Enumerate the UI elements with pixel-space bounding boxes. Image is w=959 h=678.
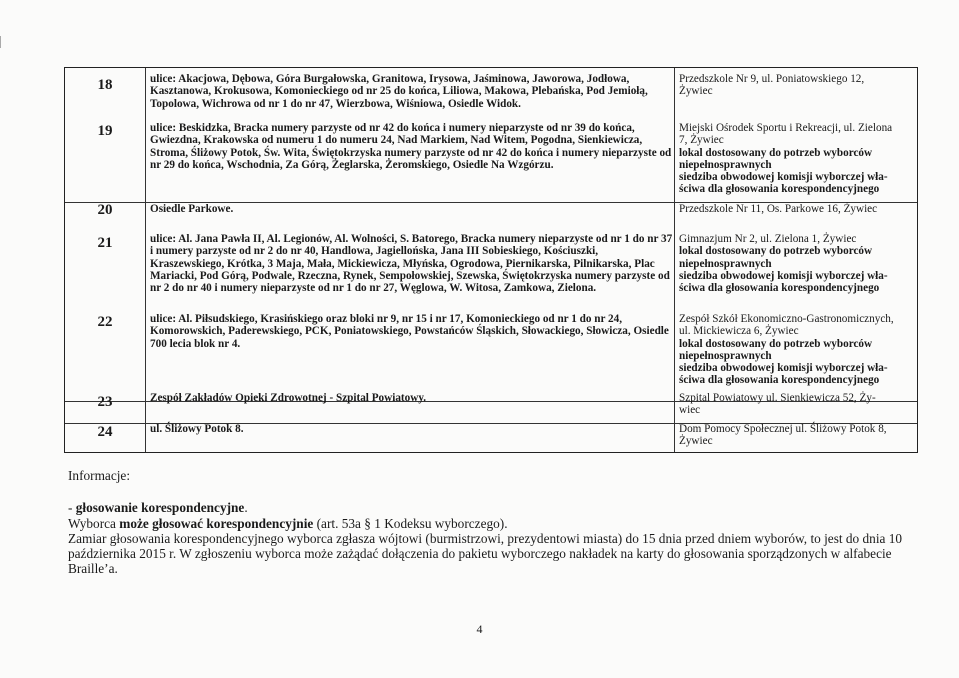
rule-prefix: Wyborca bbox=[68, 515, 120, 531]
polling-place-line: Żywiec bbox=[679, 85, 713, 98]
polling-place-line: wiec bbox=[679, 404, 701, 417]
postal-voting-details: Zamiar głosowania korespondencyjnego wyborca zgłasza wójtowi (burmistrzowi, prezydentowi miasta) do 15 dnia przed dniem wyborów, to jest do dnia 10 października 2015 r. W zgłoszeniu wyborca może zażądać dołączenia do pakietu wyborczego nakładek na karty do głosowania sporządzonych w alfabecie Braille’a. bbox=[68, 530, 903, 577]
polling-place-line: Zespół Szkół Ekonomiczno-Gastronomicznych, bbox=[679, 313, 894, 325]
accessibility-note: lokal dostosowany do potrzeb wyborców bbox=[679, 337, 873, 350]
accessibility-note: lokal dostosowany do potrzeb wyborców bbox=[679, 146, 873, 159]
polling-place-line: ul. Mickiewicza 6, Żywiec bbox=[679, 325, 799, 338]
accessibility-note: niepełnosprawnych bbox=[679, 257, 772, 270]
information-heading: Informacje: bbox=[68, 468, 131, 483]
district-streets: ulice: Al. Jana Pawła II, Al. Legionów, Al. Wolności, S. Batorego, Bracka numery nieparzyste od nr 1 do nr 37 i numery parzyste od nr 2 do nr 40, Handlowa, Jagiellońska, Jana III Sobieskiego, Kościuszki, Kraszewskiego, Krótka, 3 Maja, Mała, Mickiewicza, Młyńska, Ogrodowa, Piernikarska, Pilnikarska, Plac Mariacki, Pod Górą, Podwale, Rzeczna, Rynek, Sempołowskiej, Szewska, Świętokrzyska numery parzyste od nr 2 do nr 40 i numery nieparzyste od nr 1 do nr 27, Węglowa, W. Witosa, Zamkowa, Zielona. bbox=[150, 233, 673, 295]
district-streets: ul. Śliżowy Potok 8. bbox=[150, 423, 244, 435]
polling-place bbox=[679, 122, 911, 196]
polling-place bbox=[679, 423, 911, 448]
rule-citation: (art. 53a § 1 Kodeksu wyborczego). bbox=[313, 515, 508, 531]
polling-place bbox=[679, 73, 911, 98]
polling-place-line: Żywiec bbox=[679, 435, 713, 448]
polling-place-line: Miejski Ośrodek Sportu i Rekreacji, ul. Zielona bbox=[679, 122, 893, 134]
scan-margin-mark bbox=[0, 36, 1, 48]
district-number: 18 bbox=[97, 77, 113, 93]
rule-emphasis: może głosować korespondencyjnie bbox=[119, 515, 314, 531]
polling-place-line: 7, Żywiec bbox=[679, 134, 724, 147]
postal-voting-item bbox=[68, 500, 908, 515]
district-number: 24 bbox=[97, 424, 113, 440]
district-streets: ulice: Beskidzka, Bracka numery parzyste od nr 42 do końca i numery nieparzyste od nr 39 do końca, Gwiezdna, Krakowska od numeru 1 do numeru 24, Nad Markiem, Nad Witem, Pogodna, Sienkiewicza, Stroma, Śliżowy Potok, Św. Wita, Świętokrzyska numery parzyste od nr 42 do końca i numery nieparzyste od nr 29 do końca, Wschodnia, Za Górą, Żeglarska, Żeromskiego, Osiedle Na Wzgórzu. bbox=[150, 122, 672, 171]
page-number: 4 bbox=[476, 622, 483, 636]
polling-place-line: Szpital Powiatowy ul. Sienkiewicza 52, Ży- bbox=[679, 392, 876, 404]
polling-place bbox=[679, 233, 911, 294]
polling-place-line: Gimnazjum Nr 2, ul. Zielona 1, Żywiec bbox=[679, 233, 857, 245]
commission-note: siedziba obwodowej komisji wyborczej wła- bbox=[679, 269, 888, 282]
district-streets: Osiedle Parkowe. bbox=[150, 203, 234, 215]
polling-place bbox=[679, 313, 911, 387]
commission-note: ściwa dla głosowania korespondencyjnego bbox=[679, 183, 880, 196]
polling-place-line: Dom Pomocy Społecznej ul. Śliżowy Potok 8, bbox=[679, 423, 887, 435]
accessibility-note: lokal dostosowany do potrzeb wyborców bbox=[679, 245, 873, 258]
polling-place bbox=[679, 392, 911, 417]
polling-districts-table bbox=[64, 67, 918, 453]
district-number: 19 bbox=[97, 123, 113, 139]
accessibility-note: niepełnosprawnych bbox=[679, 349, 772, 362]
commission-note: siedziba obwodowej komisji wyborczej wła- bbox=[679, 362, 888, 375]
district-streets: ulice: Akacjowa, Dębowa, Góra Burgałowska, Granitowa, Irysowa, Jaśminowa, Jaworowa, Jodłowa, Kasztanowa, Krokusowa, Komonieckiego od nr 25 do końca, Liliowa, Makowa, Plebańska, Pod Jemiołą, Topolowa, Wichrowa od nr 1 do nr 47, Wierzbowa, Wiśniowa, Osiedle Widok. bbox=[150, 73, 648, 110]
district-number: 22 bbox=[97, 314, 113, 330]
polling-place-line: Przedszkole Nr 11, Os. Parkowe 16, Żywiec bbox=[679, 203, 878, 215]
accessibility-note: niepełnosprawnych bbox=[679, 158, 772, 171]
district-number: 20 bbox=[97, 202, 113, 218]
commission-note: ściwa dla głosowania korespondencyjnego bbox=[679, 282, 880, 295]
commission-note: siedziba obwodowej komisji wyborczej wła- bbox=[679, 171, 888, 184]
commission-note: ściwa dla głosowania korespondencyjnego bbox=[679, 374, 880, 387]
district-number: 23 bbox=[97, 394, 113, 410]
district-streets: Zespół Zakładów Opieki Zdrowotnej - Szpital Powiatowy. bbox=[150, 392, 427, 404]
list-dash: - bbox=[68, 500, 76, 516]
district-streets: ulice: Al. Piłsudskiego, Krasińskiego oraz bloki nr 9, nr 15 i nr 17, Komonieckiego od nr 1 do nr 24, Komorowskich, Paderewskiego, PCK, Poniatowskiego, Powstańców Śląskich, Słowackiego, Słowicza, Osiedle 700 lecia blok nr 4. bbox=[150, 313, 669, 350]
polling-place bbox=[679, 203, 911, 215]
column-divider-number bbox=[145, 68, 146, 452]
punctuation: . bbox=[244, 500, 248, 516]
district-number: 21 bbox=[97, 235, 113, 251]
polling-place-line: Przedszkole Nr 9, ul. Poniatowskiego 12, bbox=[679, 73, 865, 85]
postal-voting-rule bbox=[68, 516, 908, 531]
information-section bbox=[68, 468, 908, 577]
postal-voting-label: głosowanie korespondencyjne bbox=[75, 500, 245, 516]
